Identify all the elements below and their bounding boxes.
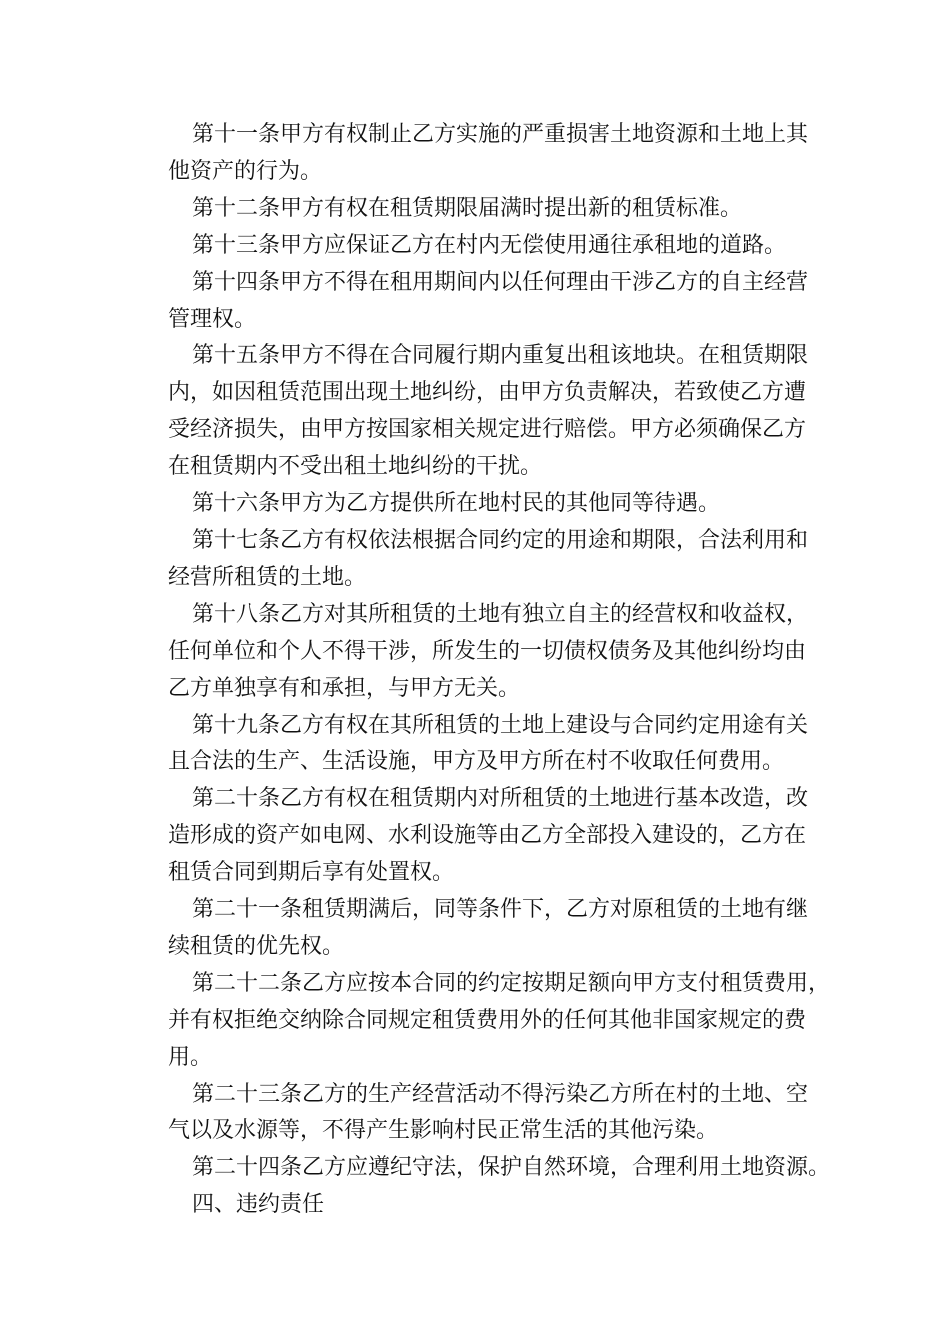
text-line: 受经济损失，由甲方按国家相关规定进行赔偿。甲方必须确保乙方: [168, 417, 807, 443]
paragraph-article-21: [144, 892, 814, 966]
text-line: 乙方单独享有和承担，与甲方无关。: [168, 675, 521, 701]
paragraph-article-11: [144, 117, 814, 191]
paragraph-article-16: [144, 486, 814, 523]
text-line: 造形成的资产如电网、水利设施等由乙方全部投入建设的，乙方在: [168, 823, 807, 849]
text-line: 第十五条甲方不得在合同履行期内重复出租该地块。在租赁期限: [192, 343, 809, 369]
text-line: 内，如因租赁范围出现土地纠纷，由甲方负责解决，若致使乙方遭: [168, 380, 807, 406]
text-line: 并有权拒绝交纳除合同规定租赁费用外的任何其他非国家规定的费: [168, 1007, 807, 1033]
text-line: 第二十三条乙方的生产经营活动不得污染乙方所在村的土地、空: [192, 1081, 809, 1107]
text-line: 第十八条乙方对其所租赁的土地有独立自主的经营权和收益权，: [192, 601, 809, 627]
text-line: 第十六条甲方为乙方提供所在地村民的其他同等待遇。: [192, 491, 721, 517]
text-line: 第十二条甲方有权在租赁期限届满时提出新的租赁标准。: [192, 195, 743, 221]
text-line: 用。: [168, 1044, 213, 1070]
text-line: 任何单位和个人不得干涉，所发生的一切债权债务及其他纠纷均由: [168, 638, 807, 664]
text-line: 租赁合同到期后享有处置权。: [168, 860, 455, 886]
document-body: [144, 117, 831, 1224]
text-line: 经营所租赁的土地。: [168, 564, 367, 590]
text-line: 第十四条甲方不得在租用期间内以任何理由干涉乙方的自主经营: [192, 269, 809, 295]
text-line: 四、违约责任: [192, 1192, 325, 1218]
paragraph-article-17: [144, 523, 814, 597]
text-line: 在租赁期内不受出租土地纠纷的干扰。: [168, 454, 543, 480]
paragraph-article-12: [144, 191, 814, 228]
paragraph-article-13: [144, 228, 814, 265]
text-line: 第十七条乙方有权依法根据合同约定的用途和期限，合法利用和: [192, 527, 809, 553]
text-line: 续租赁的优先权。: [168, 933, 345, 959]
text-line: 他资产的行为。: [168, 158, 323, 184]
paragraph-article-14: [144, 265, 814, 339]
text-line: 第十三条甲方应保证乙方在村内无偿使用通往承租地的道路。: [192, 232, 787, 258]
text-line: 管理权。: [168, 306, 257, 332]
section-heading-breach-liability: [144, 1187, 814, 1224]
text-line: 且合法的生产、生活设施，甲方及甲方所在村不收取任何费用。: [168, 749, 785, 775]
paragraph-article-24: [144, 1150, 831, 1187]
paragraph-article-23: [144, 1077, 814, 1151]
text-line: 第十一条甲方有权制止乙方实施的严重损害土地资源和土地上其: [192, 122, 809, 147]
text-line: 气以及水源等，不得产生影响村民正常生活的其他污染。: [168, 1118, 719, 1144]
text-line: 第十九条乙方有权在其所租赁的土地上建设与合同约定用途有关: [192, 712, 809, 738]
paragraph-article-15: [144, 338, 814, 486]
text-line: 第二十一条租赁期满后，同等条件下，乙方对原租赁的土地有继: [192, 897, 809, 923]
paragraph-article-19: [144, 708, 814, 782]
paragraph-article-22: [144, 966, 831, 1077]
text-line: 第二十条乙方有权在租赁期内对所租赁的土地进行基本改造，改: [192, 786, 809, 812]
text-line: 第二十二条乙方应按本合同的约定按期足额向甲方支付租赁费用，: [192, 970, 831, 996]
text-line: 第二十四条乙方应遵纪守法，保护自然环境，合理利用土地资源。: [192, 1155, 831, 1181]
paragraph-article-20: [144, 781, 814, 892]
paragraph-article-18: [144, 597, 814, 708]
